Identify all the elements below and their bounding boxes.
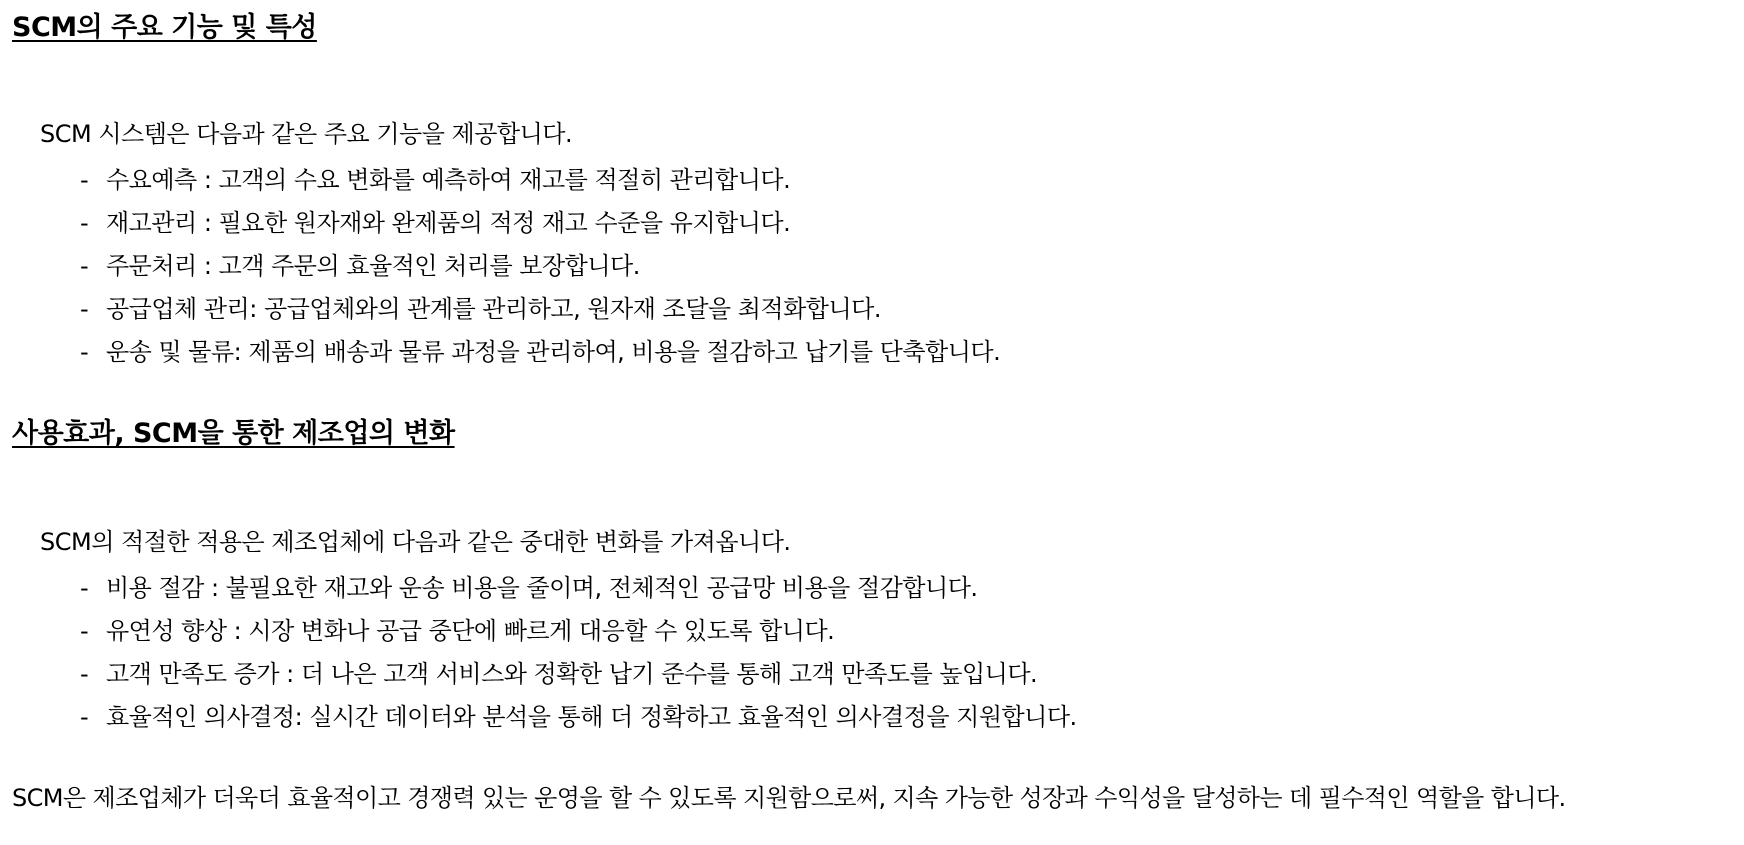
list-item bbox=[80, 288, 1000, 331]
bullet-dash: - bbox=[80, 166, 89, 194]
list-item bbox=[80, 159, 1000, 202]
list-item-text: 재고관리 : 필요한 원자재와 완제품의 적정 재고 수준을 유지합니다. bbox=[106, 209, 791, 237]
bullet-dash: - bbox=[80, 617, 89, 645]
conclusion-paragraph: SCM은 제조업체가 더욱더 효율적이고 경쟁력 있는 운영을 할 수 있도록 지원함으로써, 지속 가능한 성장과 수익성을 달성하는 데 필수적인 역할을 합니다. bbox=[12, 784, 1566, 812]
section2-heading: 사용효과, SCM을 통한 제조업의 변화 bbox=[12, 418, 455, 449]
list-item-text: 효율적인 의사결정: 실시간 데이터와 분석을 통해 더 정확하고 효율적인 의사결정을 지원합니다. bbox=[106, 703, 1077, 731]
list-item bbox=[80, 696, 1077, 739]
list-item-text: 주문처리 : 고객 주문의 효율적인 처리를 보장합니다. bbox=[106, 252, 640, 280]
list-item bbox=[80, 610, 1077, 653]
section1-heading: SCM의 주요 기능 및 특성 bbox=[12, 12, 317, 43]
list-item-text: 공급업체 관리: 공급업체와의 관계를 관리하고, 원자재 조달을 최적화합니다. bbox=[106, 295, 881, 323]
bullet-dash: - bbox=[80, 252, 89, 280]
list-item bbox=[80, 202, 1000, 245]
section2-list bbox=[80, 567, 1077, 739]
list-item bbox=[80, 331, 1000, 374]
list-item-text: 수요예측 : 고객의 수요 변화를 예측하여 재고를 적절히 관리합니다. bbox=[106, 166, 791, 194]
list-item bbox=[80, 567, 1077, 610]
list-item-text: 비용 절감 : 불필요한 재고와 운송 비용을 줄이며, 전체적인 공급망 비용을 절감합니다. bbox=[106, 574, 978, 602]
list-item bbox=[80, 653, 1077, 696]
list-item-text: 유연성 향상 : 시장 변화나 공급 중단에 빠르게 대응할 수 있도록 합니다. bbox=[106, 617, 835, 645]
bullet-dash: - bbox=[80, 209, 89, 237]
list-item-text: 운송 및 물류: 제품의 배송과 물류 과정을 관리하여, 비용을 절감하고 납기를 단축합니다. bbox=[106, 338, 1001, 366]
bullet-dash: - bbox=[80, 660, 89, 688]
bullet-dash: - bbox=[80, 703, 89, 731]
bullet-dash: - bbox=[80, 338, 89, 366]
list-item bbox=[80, 245, 1000, 288]
section1-list bbox=[80, 159, 1000, 374]
bullet-dash: - bbox=[80, 574, 89, 602]
bullet-dash: - bbox=[80, 295, 89, 323]
section1-intro: SCM 시스템은 다음과 같은 주요 기능을 제공합니다. bbox=[40, 120, 573, 148]
section2-intro: SCM의 적절한 적용은 제조업체에 다음과 같은 중대한 변화를 가져옵니다. bbox=[40, 528, 791, 556]
list-item-text: 고객 만족도 증가 : 더 나은 고객 서비스와 정확한 납기 준수를 통해 고객 만족도를 높입니다. bbox=[106, 660, 1038, 688]
